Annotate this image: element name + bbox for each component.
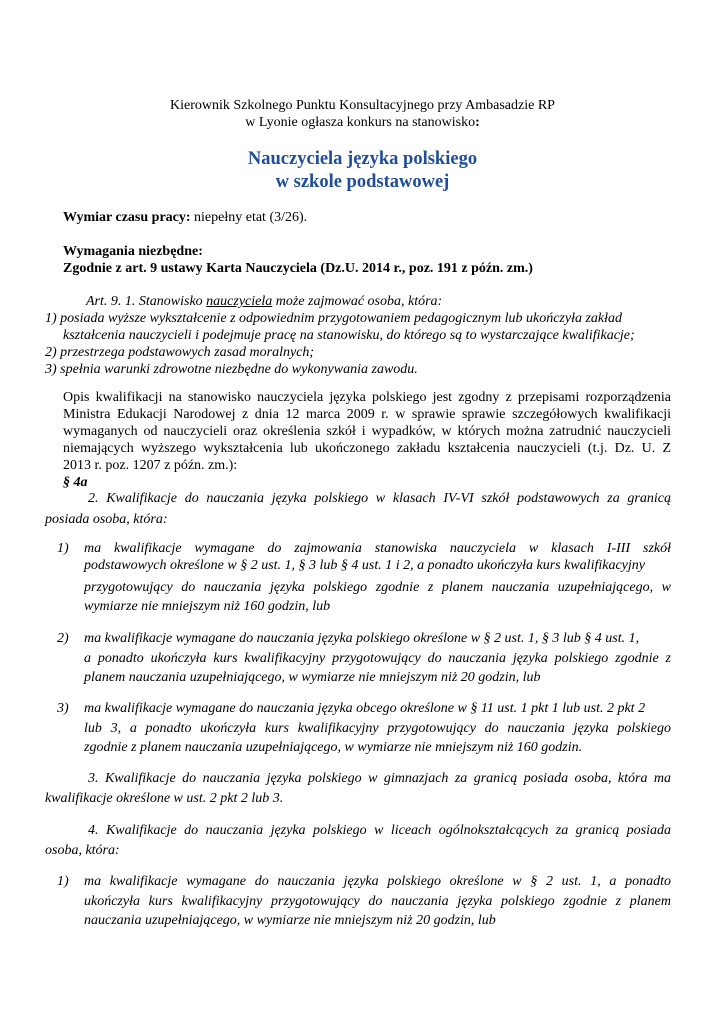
header-line-2-text: w Lyonie ogłasza konkurs na stanowisko <box>245 115 476 130</box>
page-title-line-2: w szkole podstawowej <box>275 172 450 192</box>
art9-item-1-line-2: kształcenia nauczycieli i podejmuje pracę na stanowisku, do którego są to wystarczające kwalifikacje; <box>63 328 635 343</box>
p2-item-3-line-1: ma kwalifikacje wymagane do nauczania języka obcego określone w § 11 ust. 1 pkt 1 lub ust. 2 pkt 2 <box>84 701 646 716</box>
requirements-heading: Wymagania niezbędne: <box>63 244 203 259</box>
p4-item-1-line-3: nauczania uzupełniającego, w wymiarze nie mniejszym niż 20 godzin, lub <box>84 913 496 928</box>
p3-line-1: 3. Kwalifikacje do nauczania języka polskiego w gimnazjach za granicą posiada osoba, która ma <box>88 771 671 786</box>
p2-item-1-line-1: ma kwalifikacje wymagane do zajmowania stanowiska nauczyciela w klasach I-III szkół <box>84 541 671 556</box>
p2-item-2-line-2: a ponadto ukończyła kurs kwalifikacyjny przygotowujący do nauczania języka polskiego zgodnie z <box>84 651 671 666</box>
p2-item-1-line-2: podstawowych określone w § 2 ust. 1, § 3 lub § 4 ust. 1 i 2, a ponadto ukończyła kurs kwalifikacyjny <box>84 558 645 573</box>
p2-item-2-line-1: ma kwalifikacje wymagane do nauczania języka polskiego określone w § 2 ust. 1, § 3 lub § 4 ust. 1, <box>84 631 640 646</box>
header-line-1: Kierownik Szkolnego Punktu Konsultacyjnego przy Ambasadzie RP <box>170 98 555 113</box>
p3-line-2: kwalifikacje określone w ust. 2 pkt 2 lub 3. <box>45 791 284 806</box>
p2-item-1-line-4: wymiarze nie mniejszym niż 160 godzin, lub <box>84 599 331 614</box>
p2-item-3-line-3: zgodnie z planem nauczania uzupełniającego, w wymiarze nie mniejszym niż 160 godzin. <box>84 740 583 755</box>
description-line-2: Ministra Edukacji Narodowej z dnia 12 marca 2009 r. w sprawie sprawie szczegółowych kwalifikacji <box>63 407 671 422</box>
header-line-2 <box>0 115 725 131</box>
art9-intro-text: 1. Stanowisko <box>121 294 207 309</box>
art9-intro <box>86 294 442 310</box>
p4-item-1-line-2: ukończyła kurs kwalifikacyjny przygotowujący do nauczania języka polskiego zgodnie z planem <box>84 894 671 909</box>
description-line-5: 2013 r. poz. 1207 z późn. zm.): <box>63 458 238 473</box>
p4-line-2: osoba, która: <box>45 843 120 858</box>
art9-item-2: 2) przestrzega podstawowych zasad moralnych; <box>45 345 315 360</box>
p2-item-3-number: 3) <box>57 701 69 716</box>
p2-item-2-line-3: planem nauczania uzupełniającego, w wymiarze nie mniejszym niż 20 godzin, lub <box>84 670 541 685</box>
p2-line-2: posiada osoba, która: <box>45 512 168 527</box>
p2-item-2-number: 2) <box>57 631 69 646</box>
work-time-value: niepełny etat (3/26). <box>190 210 308 225</box>
p2-item-1-number: 1) <box>57 541 69 556</box>
p2-item-1-line-3: przygotowujący do nauczania języka polskiego zgodnie z planem nauczania uzupełniającego, w <box>84 580 671 595</box>
art9-item-1-line-1: 1) posiada wyższe wykształcenie z odpowiednim przygotowaniem pedagogicznym lub ukończyła zakład <box>45 311 623 326</box>
art9-label: Art. 9. <box>86 294 122 309</box>
description-line-1: Opis kwalifikacji na stanowisko nauczyciela języka polskiego jest zgodny z przepisami rozporządzenia <box>63 390 671 405</box>
p2-item-3-line-2: lub 3, a ponadto ukończyła kurs kwalifikacyjny przygotowujący do nauczania języka polskiego <box>84 721 671 736</box>
art9-intro-end: może zajmować osoba, która: <box>272 294 443 309</box>
work-time <box>63 210 307 226</box>
description-line-3: wymaganych od nauczycieli oraz określenia szkół i wypadków, w których można zatrudnić nauczycieli <box>63 424 671 439</box>
art9-intro-underlined: nauczyciela <box>206 294 273 309</box>
section-4a: § 4a <box>63 475 88 490</box>
p4-item-1-number: 1) <box>57 874 69 889</box>
p4-line-1: 4. Kwalifikacje do nauczania języka polskiego w liceach ogólnokształcących za granicą posiada <box>88 823 671 838</box>
art9-item-3: 3) spełnia warunki zdrowotne niezbędne do wykonywania zawodu. <box>45 362 418 377</box>
work-time-label: Wymiar czasu pracy: <box>63 210 191 225</box>
requirements-law: Zgodnie z art. 9 ustawy Karta Nauczyciela (Dz.U. 2014 r., poz. 191 z późn. zm.) <box>63 261 533 276</box>
header-line-2-colon: : <box>475 115 480 130</box>
page-title-line-1: Nauczyciela języka polskiego <box>247 149 478 169</box>
description-line-4: niemających wyższego wykształcenia lub ukończonego zakładu kształcenia nauczycieli (t.j. Dz. U. Z <box>63 441 671 456</box>
p4-item-1-line-1: ma kwalifikacje wymagane do nauczania języka polskiego określone w § 2 ust. 1, a ponadto <box>84 874 671 889</box>
p2-line-1: 2. Kwalifikacje do nauczania języka polskiego w klasach IV-VI szkół podstawowych za granicą <box>88 491 671 506</box>
